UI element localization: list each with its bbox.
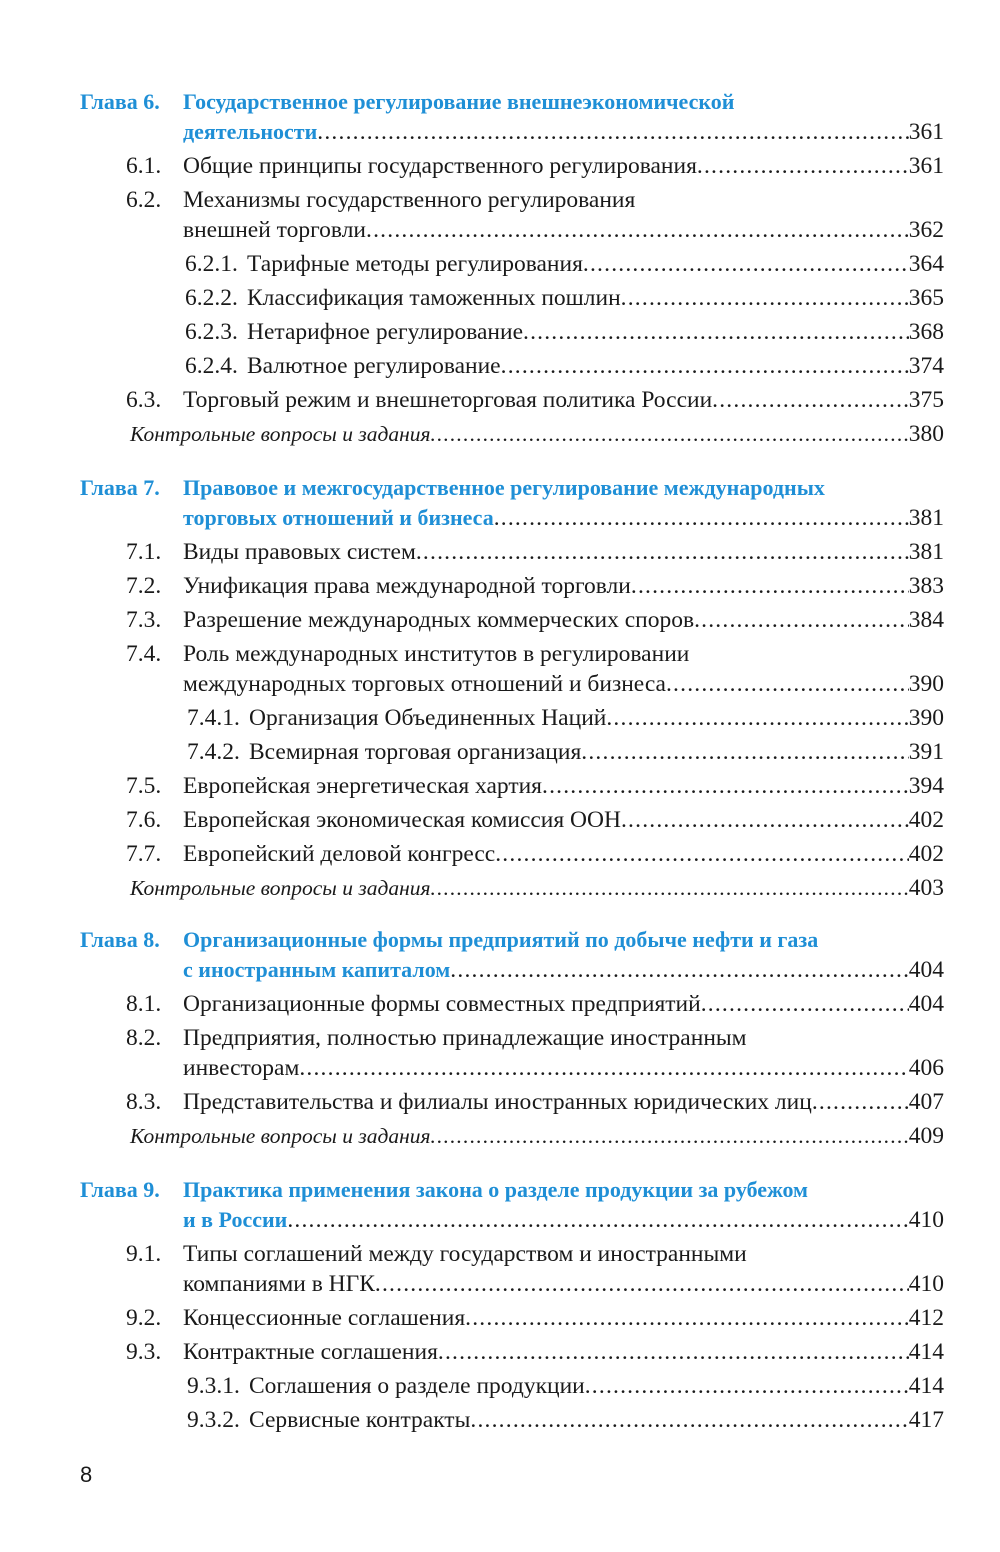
dot-leader — [299, 1052, 908, 1084]
page-number: 390 — [908, 705, 944, 731]
dot-leader — [606, 702, 908, 734]
toc-entry-6-2-line1 — [126, 184, 944, 216]
section-number: 8.3. — [126, 1089, 162, 1115]
dot-leader — [583, 248, 909, 280]
toc-entry-7-5 — [126, 770, 944, 802]
page-number: 390 — [908, 671, 944, 697]
page-number: 383 — [908, 573, 944, 599]
chapter-title-line: деятельности — [183, 119, 318, 144]
page-number: 403 — [908, 875, 944, 901]
dot-leader — [694, 604, 909, 636]
section-number: 7.3. — [126, 607, 162, 633]
section-number: 6.2.1. — [185, 251, 238, 277]
section-title: внешней торговли — [183, 217, 367, 243]
dot-leader — [495, 838, 909, 870]
page-number: 410 — [908, 1207, 944, 1233]
section-title: Соглашения о разделе продукции — [249, 1373, 585, 1399]
page-number: 406 — [908, 1055, 944, 1081]
section-title: Разрешение международных коммерческих споров — [183, 607, 695, 633]
chapter-title-line: Организационные формы предприятий по добыче нефти и газа — [183, 927, 819, 952]
section-number: 7.6. — [126, 807, 162, 833]
page-number: 365 — [908, 285, 944, 311]
chapter-9-heading — [80, 1174, 950, 1206]
page-number: 380 — [908, 421, 944, 447]
section-title: Организация Объединенных Наций — [249, 705, 607, 731]
chapter-title-line: Правовое и межгосударственное регулирование международных — [183, 475, 825, 500]
section-title: Торговый режим и внешнеторговая политика России — [183, 387, 713, 413]
toc-entry-7-4-1 — [187, 702, 944, 734]
page-number: 407 — [908, 1089, 944, 1115]
dot-leader — [697, 150, 909, 182]
chapter-label: Глава 8. — [80, 927, 160, 952]
section-title: международных торговых отношений и бизнеса — [183, 671, 666, 697]
section-title: инвесторам — [183, 1055, 300, 1081]
toc-entry-8-1 — [126, 988, 944, 1020]
toc-entry-questions-7 — [130, 872, 944, 904]
section-number: 7.4.1. — [187, 705, 240, 731]
page-number: 394 — [908, 773, 944, 799]
page-number: 414 — [908, 1339, 944, 1365]
chapter-title-line: и в России — [183, 1207, 288, 1232]
page-number: 409 — [908, 1123, 944, 1149]
dot-leader — [501, 350, 909, 382]
toc-entry-7-6 — [126, 804, 944, 836]
toc-entry-6-2-2 — [185, 282, 944, 314]
toc-entry-questions-6 — [130, 418, 944, 450]
chapter-8-entry — [183, 954, 944, 986]
dot-leader — [366, 214, 909, 246]
dot-leader — [812, 1086, 909, 1118]
section-title: Нетарифное регулирование — [247, 319, 523, 345]
page-number: 402 — [908, 807, 944, 833]
questions-title: Контрольные вопросы и задания — [130, 876, 431, 900]
dot-leader — [621, 282, 909, 314]
dot-leader — [585, 1370, 909, 1402]
section-number: 9.3.1. — [187, 1373, 240, 1399]
section-number: 9.1. — [126, 1241, 162, 1267]
dot-leader — [470, 1404, 908, 1436]
chapter-7-entry — [183, 502, 944, 534]
section-title: Организационные формы совместных предприятий — [183, 991, 701, 1017]
toc-entry-9-1-line1 — [126, 1238, 944, 1270]
toc-entry-6-2-1 — [185, 248, 944, 280]
chapter-title-line: с иностранным капиталом — [183, 957, 451, 982]
dot-leader — [375, 1268, 909, 1300]
toc-entry-9-3-2 — [187, 1404, 944, 1436]
section-title: компаниями в НГК — [183, 1271, 375, 1297]
toc-entry-7-4-line1 — [126, 638, 944, 670]
toc-entry-8-2 — [183, 1052, 944, 1084]
toc-entry-9-1 — [183, 1268, 944, 1300]
dot-leader — [666, 668, 909, 700]
toc-entry-9-3 — [126, 1336, 944, 1368]
dot-leader — [431, 1120, 909, 1152]
page-number: 410 — [908, 1271, 944, 1297]
questions-title: Контрольные вопросы и задания — [130, 422, 431, 446]
dot-leader — [416, 536, 909, 568]
section-title: Сервисные контракты — [249, 1407, 471, 1433]
page-number: 384 — [908, 607, 944, 633]
chapter-title-line: Государственное регулирование внешнеэкономической — [183, 89, 735, 114]
page-number: 391 — [908, 739, 944, 765]
dot-leader — [431, 872, 909, 904]
dot-leader — [494, 502, 909, 534]
chapter-label: Глава 7. — [80, 475, 160, 500]
dot-leader — [465, 1302, 909, 1334]
toc-entry-7-3 — [126, 604, 944, 636]
chapter-6-entry — [183, 116, 944, 148]
dot-leader — [431, 418, 909, 450]
chapter-title-line: Практика применения закона о разделе продукции за рубежом — [183, 1177, 809, 1202]
page-number: 364 — [908, 251, 944, 277]
dot-leader — [712, 384, 909, 416]
questions-title: Контрольные вопросы и задания — [130, 1124, 431, 1148]
section-number: 7.5. — [126, 773, 162, 799]
chapter-6-heading — [80, 86, 950, 118]
page-number: 404 — [908, 991, 944, 1017]
toc-entry-8-2-line1 — [126, 1022, 944, 1054]
toc-entry-7-7 — [126, 838, 944, 870]
toc-entry-7-1 — [126, 536, 944, 568]
toc-entry-6-2-3 — [185, 316, 944, 348]
toc-entry-6-1 — [126, 150, 944, 182]
toc-entry-9-2 — [126, 1302, 944, 1334]
toc-entry-7-4-2 — [187, 736, 944, 768]
dot-leader — [450, 954, 908, 986]
section-number: 6.2.3. — [185, 319, 238, 345]
toc-entry-questions-8 — [130, 1120, 944, 1152]
page-number: 404 — [908, 957, 944, 983]
section-title: Механизмы государственного регулирования — [183, 187, 636, 213]
page-number: 417 — [908, 1407, 944, 1433]
page-number: 374 — [908, 353, 944, 379]
chapter-label: Глава 9. — [80, 1177, 160, 1202]
dot-leader — [438, 1336, 909, 1368]
section-number: 9.2. — [126, 1305, 162, 1331]
section-number: 6.1. — [126, 153, 162, 179]
page-number: 361 — [908, 153, 944, 179]
section-title: Роль международных институтов в регулировании — [183, 641, 690, 667]
dot-leader — [317, 116, 908, 148]
toc-entry-8-3 — [126, 1086, 944, 1118]
toc-entry-6-3 — [126, 384, 944, 416]
page-number: 402 — [908, 841, 944, 867]
section-title: Типы соглашений между государством и иностранными — [183, 1241, 747, 1267]
section-number: 7.4.2. — [187, 739, 240, 765]
folio-page-number: 8 — [80, 1462, 93, 1487]
section-title: Классификация таможенных пошлин — [247, 285, 621, 311]
section-number: 7.1. — [126, 539, 162, 565]
section-title: Европейская энергетическая хартия — [183, 773, 542, 799]
dot-leader — [581, 736, 908, 768]
chapter-label: Глава 6. — [80, 89, 160, 114]
section-number: 9.3. — [126, 1339, 162, 1365]
section-title: Концессионные соглашения — [183, 1305, 466, 1331]
chapter-8-heading — [80, 924, 950, 956]
section-title: Представительства и филиалы иностранных юридических лиц — [183, 1089, 812, 1115]
dot-leader — [287, 1204, 908, 1236]
toc-entry-6-2-4 — [185, 350, 944, 382]
section-title: Валютное регулирование — [247, 353, 501, 379]
toc-entry-9-3-1 — [187, 1370, 944, 1402]
toc-entry-7-4 — [183, 668, 944, 700]
dot-leader — [701, 988, 909, 1020]
section-number: 8.1. — [126, 991, 162, 1017]
dot-leader — [621, 804, 909, 836]
section-title: Всемирная торговая организация — [249, 739, 582, 765]
section-title: Контрактные соглашения — [183, 1339, 438, 1365]
page-number: 362 — [908, 217, 944, 243]
section-title: Европейская экономическая комиссия ООН — [183, 807, 621, 833]
section-number: 8.2. — [126, 1025, 162, 1051]
section-title: Тарифные методы регулирования — [247, 251, 583, 277]
page-number: 381 — [908, 505, 944, 531]
page-number: 375 — [908, 387, 944, 413]
section-number: 7.7. — [126, 841, 162, 867]
page-number: 414 — [908, 1373, 944, 1399]
chapter-title-line: торговых отношений и бизнеса — [183, 505, 494, 530]
toc-entry-7-2 — [126, 570, 944, 602]
page-number: 412 — [908, 1305, 944, 1331]
section-number: 6.2. — [126, 187, 162, 213]
section-title: Унификация права международной торговли — [183, 573, 631, 599]
section-number: 7.2. — [126, 573, 162, 599]
page-number: 368 — [908, 319, 944, 345]
section-title: Общие принципы государственного регулирования — [183, 153, 697, 179]
dot-leader — [542, 770, 909, 802]
toc-entry-6-2 — [183, 214, 944, 246]
chapter-9-entry — [183, 1204, 944, 1236]
section-number: 6.3. — [126, 387, 162, 413]
section-title: Виды правовых систем — [183, 539, 416, 565]
page-number: 381 — [908, 539, 944, 565]
dot-leader — [523, 316, 909, 348]
section-number: 9.3.2. — [187, 1407, 240, 1433]
page-number: 361 — [908, 119, 944, 145]
section-title: Европейский деловой конгресс — [183, 841, 496, 867]
section-number: 7.4. — [126, 641, 162, 667]
section-number: 6.2.4. — [185, 353, 238, 379]
chapter-7-heading — [80, 472, 950, 504]
section-number: 6.2.2. — [185, 285, 238, 311]
dot-leader — [631, 570, 909, 602]
section-title: Предприятия, полностью принадлежащие иностранным — [183, 1025, 747, 1051]
